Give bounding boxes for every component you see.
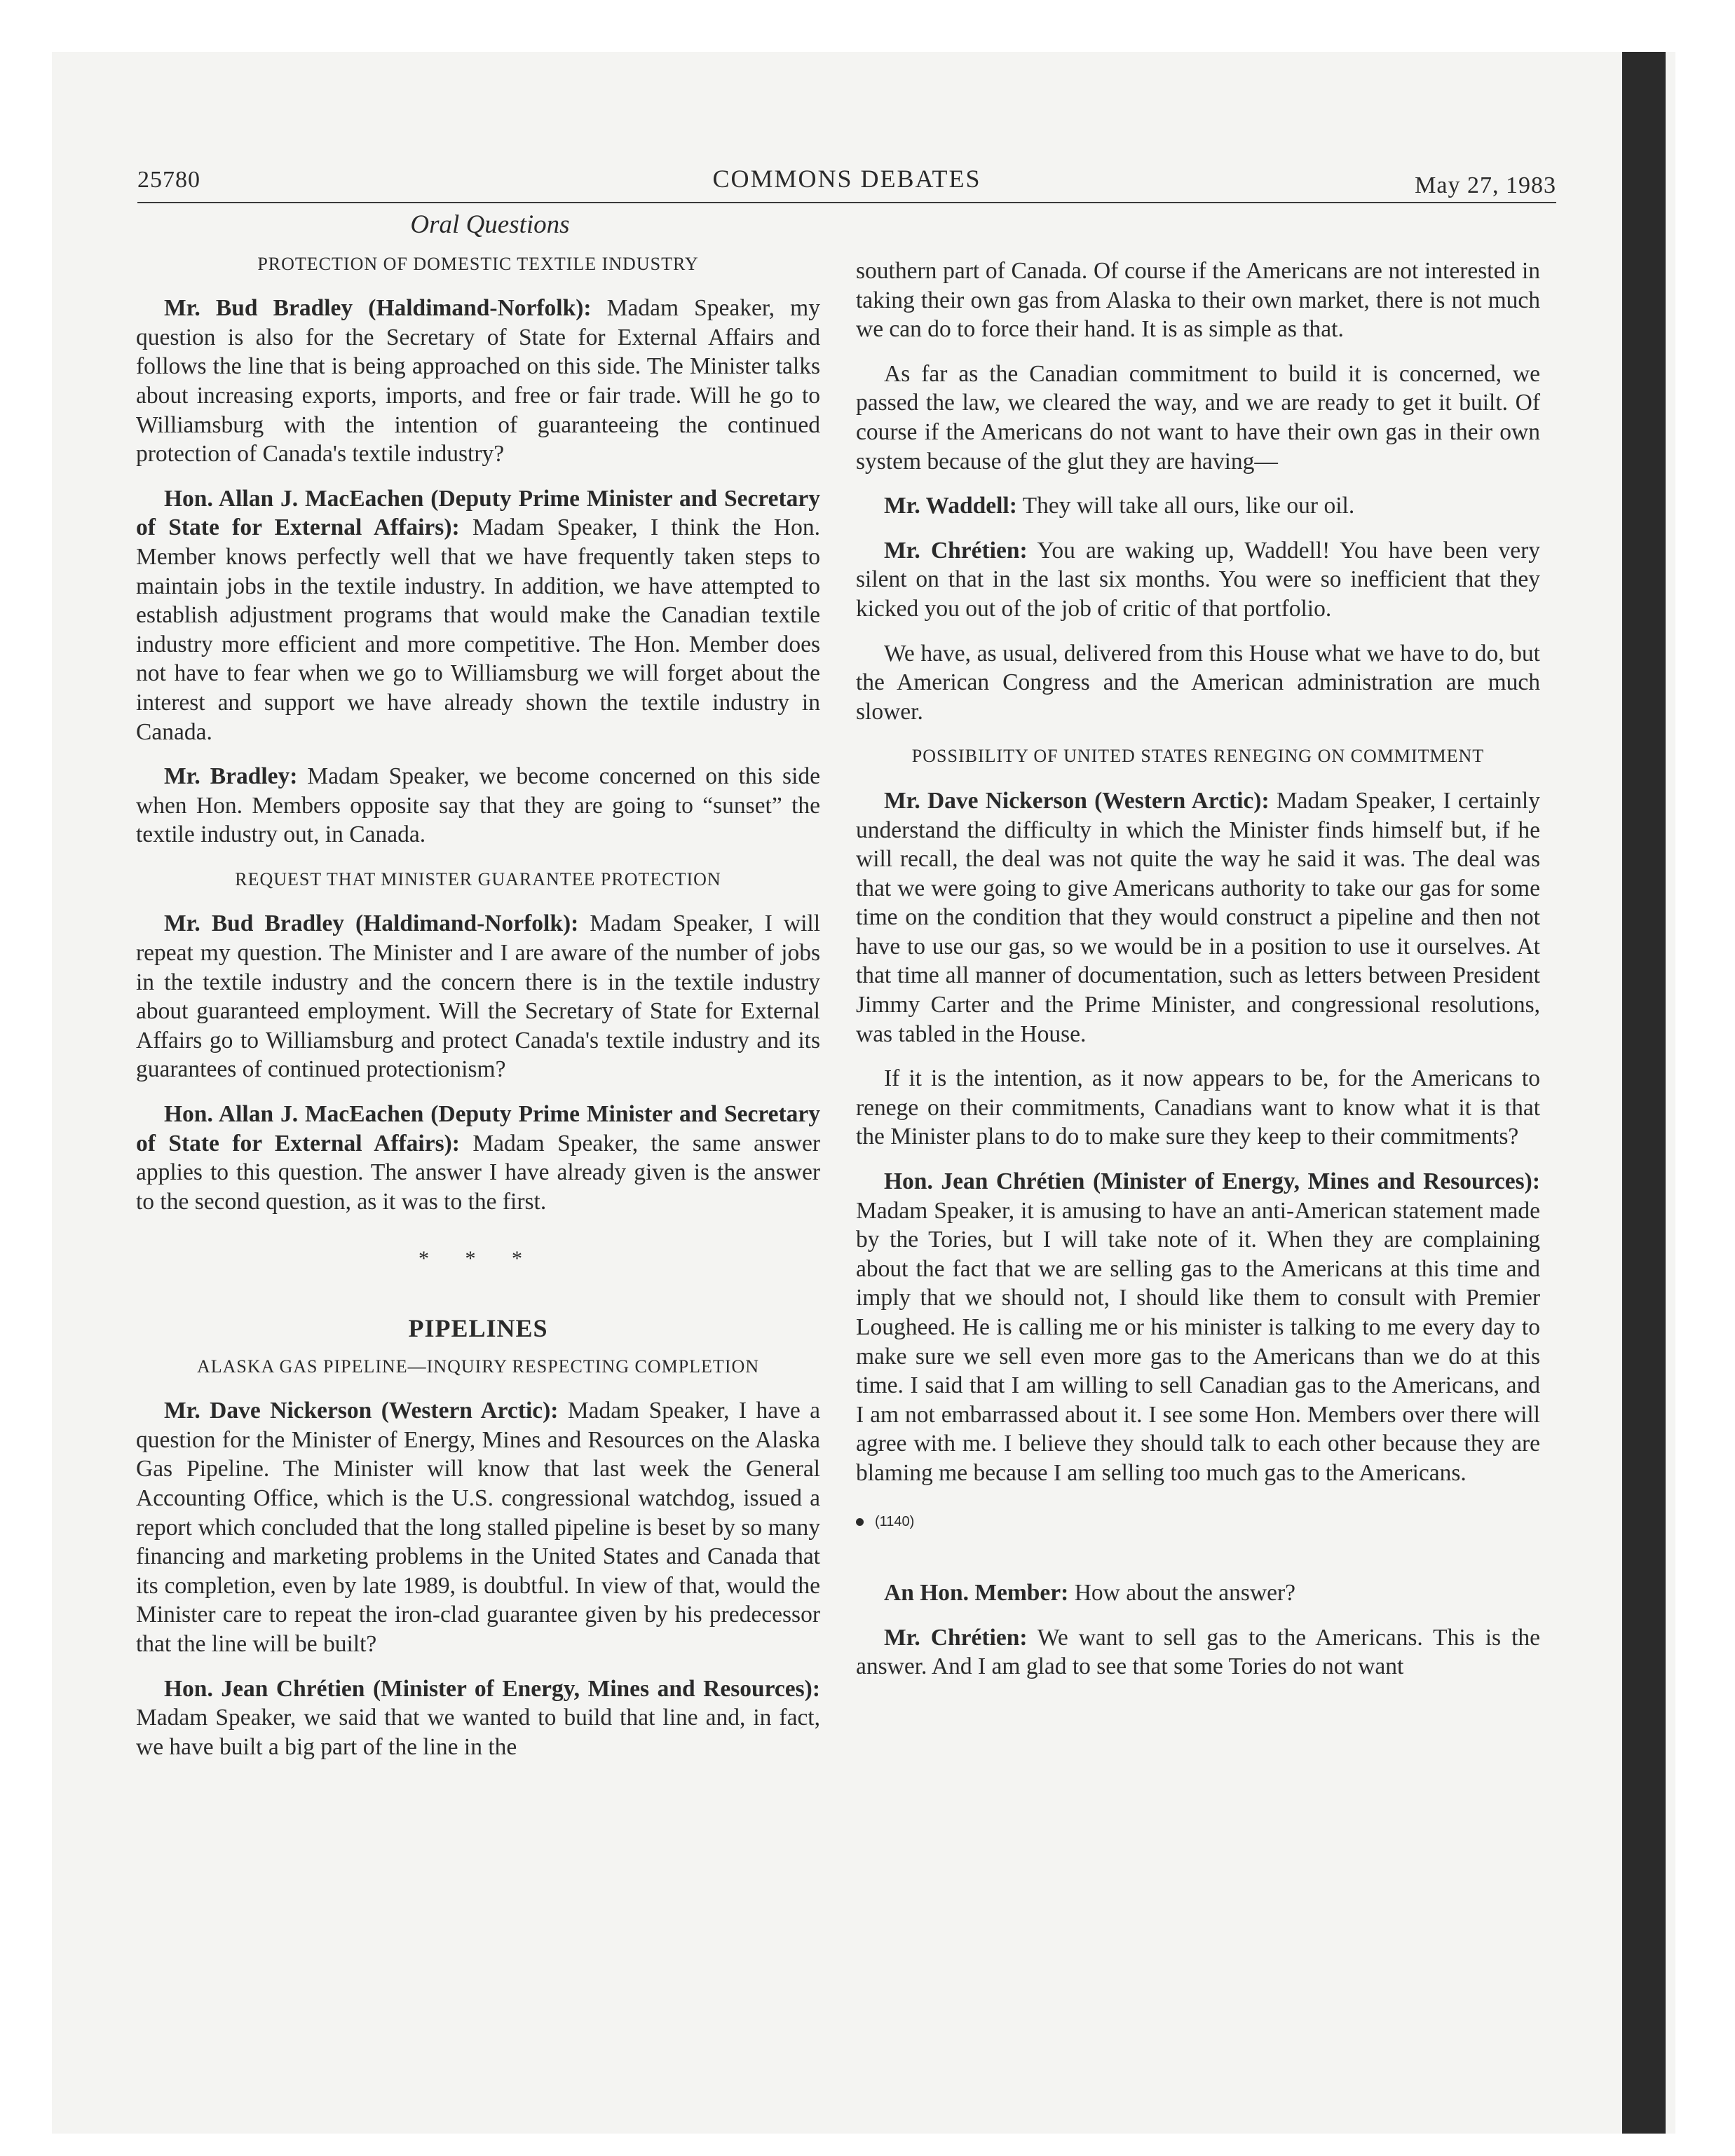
speaker-name: Mr. Dave Nickerson (Western Arctic):: [884, 787, 1270, 814]
subheading: ALASKA GAS PIPELINE—INQUIRY RESPECTING COMPLETION: [196, 1356, 760, 1377]
speech-paragraph: [136, 909, 820, 1084]
speech-text: Madam Speaker, I certainly understand the difficulty in which the Minister finds himself but, if he will recall, the deal was not quite the way he said it was. The deal was that we were going to give Americans authority to take our gas for some time on the condition that they would construct a pipeline and then not have to use our gas, so we would be in a position to use it ourselves. At that time all manner of documentation, such as letters between President Jimmy Carter and the Prime Minister, and congressional resolutions, was tabled in the House.: [856, 787, 1540, 1047]
speech-text: Madam Speaker, the same answer applies to this question. The answer I have already given is the answer to the second question, as it was to the first.: [136, 1130, 821, 1215]
speech-text: We want to sell gas to the Americans. This is the answer. And I am glad to see that some Tories do not want: [856, 1624, 1540, 1680]
speech-paragraph: [136, 1100, 820, 1216]
sitting-date: May 27, 1983: [1415, 172, 1556, 198]
speech-text: Madam Speaker, we said that we wanted to build that line and, in fact, we have built a big part of the line in the: [136, 1705, 820, 1760]
speaker-name: Mr. Bud Bradley (Haldimand-Norfolk):: [164, 910, 579, 937]
speaker-name: Hon. Allan J. MacEachen (Deputy Prime Minister and Secretary of State for External Affairs):: [136, 485, 820, 541]
subheading: POSSIBILITY OF UNITED STATES RENEGING ON COMMITMENT: [911, 746, 1485, 767]
speech-text: How about the answer?: [1068, 1580, 1296, 1606]
left-column: [136, 210, 820, 1777]
speech-text: As far as the Canadian commitment to build it is concerned, we passed the law, we cleared the way, and we are ready to get it built. Of course if the Americans do not want to have their own gas in their own system because of the glut they are having—: [856, 360, 1540, 475]
speech-paragraph: [136, 484, 820, 746]
time-marker: [856, 1508, 1540, 1537]
subheading: REQUEST THAT MINISTER GUARANTEE PROTECTION: [235, 868, 721, 889]
speech-paragraph: [856, 1578, 1540, 1608]
speech-text: If it is the intention, as it now appears to be, for the Americans to renege on their commitments, Canadians want to know what it is that the Minister plans to do to make sure they keep to their commitments?: [856, 1065, 1540, 1150]
speaker-name: Mr. Chrétien:: [884, 1624, 1028, 1651]
speaker-name: Mr. Chrétien:: [884, 537, 1028, 564]
speech-text: southern part of Canada. Of course if the Americans are not interested in taking their own gas from Alaska to their own market, there is not much we can do to force their hand. It is as simple as that.: [856, 258, 1540, 343]
speech-text: Madam Speaker, we become concerned on this side when Hon. Members opposite say that they are going to “sunset” the textile industry out, in Canada.: [136, 763, 821, 848]
speech-text: Madam Speaker, I will repeat my question. The Minister and I are aware of the number of jobs in the textile industry and the concern there is in the textile industry about guaranteed employment. Will the Secretary of State for External Affairs go to Williamsburg and protect Canada's textile industry and its guarantees of continued protectionism?: [136, 910, 820, 1083]
page-header: [137, 160, 1556, 199]
speaker-name: Mr. Waddell:: [884, 493, 1017, 519]
right-column: [856, 257, 1540, 1697]
speech-text: Madam Speaker, I have a question for the Minister of Energy, Mines and Resources on the Alaska Gas Pipeline. The Minister will know that last week the General Accounting Office, which is the U.S. congressional watchdog, issued a report which concluded that the long stalled pipeline is beset by so many financing and marketing problems in the United States and Canada that its completion, even by late 1989, is doubtful. In view of that, would the Minister care to repeat the iron-clad guarantee given by his predecessor that the line will be built?: [136, 1398, 820, 1657]
speech-paragraph: [856, 491, 1540, 521]
speech-paragraph: [856, 360, 1540, 476]
section-break: * * *: [419, 1247, 538, 1271]
subheading: PROTECTION OF DOMESTIC TEXTILE INDUSTRY: [257, 253, 699, 274]
publication-title: COMMONS DEBATES: [712, 165, 981, 193]
speech-text: They will take all ours, like our oil.: [1016, 493, 1355, 519]
speaker-name: Mr. Bud Bradley (Haldimand-Norfolk):: [164, 295, 592, 322]
speech-text: You are waking up, Waddell! You have been very silent on that in the last six months. You were so inefficient that they kicked you out of the job of critic of that portfolio.: [856, 537, 1541, 622]
speaker-name: Mr. Dave Nickerson (Western Arctic):: [164, 1398, 559, 1424]
speech-text: We have, as usual, delivered from this House what we have to do, but the American Congress and the American administration are much slower.: [856, 640, 1540, 725]
section-title: Oral Questions: [410, 210, 570, 239]
speaker-name: An Hon. Member:: [884, 1580, 1069, 1606]
speech-paragraph: [856, 536, 1540, 624]
time-marker-text: (1140): [875, 1513, 915, 1529]
speech-paragraph: [856, 786, 1540, 1049]
speech-paragraph: [136, 1674, 820, 1762]
speech-text: Madam Speaker, my question is also for the Secretary of State for External Affairs and follows the line that is being approached on this side. The Minister talks about increasing exports, imports, and free or fair trade. Will he go to Williamsburg with the intention of guaranteeing the continued protection of Canada's textile industry?: [136, 295, 820, 468]
speech-text: Madam Speaker, it is amusing to have an anti-American statement made by the Tories, but I will take note of it. When they are complaining about the fact that we are selling gas to the Americans at this time and imply that we should not, I should like them to consult with Premier Lougheed. He is calling me or his minister is talking to me every day to make sure we sell even more gas to the Americans than we do at this time. I said that I am willing to sell Canadian gas to the Americans, and I am not embarrassed about it. I see some Hon. Members over there will agree with me. I believe they should talk to each other because they are blaming me because I am selling too much gas to the Americans.: [856, 1197, 1540, 1486]
speech-paragraph: [136, 294, 820, 469]
page-number: 25780: [137, 167, 200, 193]
speaker-name: Hon. Jean Chrétien (Minister of Energy, Mines and Resources):: [164, 1675, 820, 1702]
speech-paragraph: [136, 1396, 820, 1658]
topic-heading: PIPELINES: [408, 1314, 548, 1342]
scan-edge-bar: [1622, 52, 1666, 2134]
bullet-dot-icon: [856, 1518, 864, 1526]
speaker-name: Mr. Bradley:: [164, 763, 298, 790]
speech-paragraph: [856, 1064, 1540, 1152]
speech-paragraph: [136, 762, 820, 850]
speech-text: Madam Speaker, I think the Hon. Member knows perfectly well that we have frequently taken steps to maintain jobs in the textile industry. In addition, we have attempted to establish adjustment programs that would make the Canadian textile industry more efficient and more competitive. The Hon. Member does not have to fear when we go to Williamsburg we will forget about the interest and support we have already shown the textile industry in Canada.: [136, 514, 820, 745]
speech-paragraph: [856, 1167, 1540, 1488]
speaker-name: Hon. Jean Chrétien (Minister of Energy, Mines and Resources):: [884, 1168, 1540, 1195]
header-rule: [137, 202, 1556, 203]
speech-paragraph: [856, 257, 1540, 344]
speaker-name: Hon. Allan J. MacEachen (Deputy Prime Minister and Secretary of State for External Affairs):: [136, 1101, 820, 1157]
speech-paragraph: [856, 1623, 1540, 1681]
speech-paragraph: [856, 639, 1540, 727]
